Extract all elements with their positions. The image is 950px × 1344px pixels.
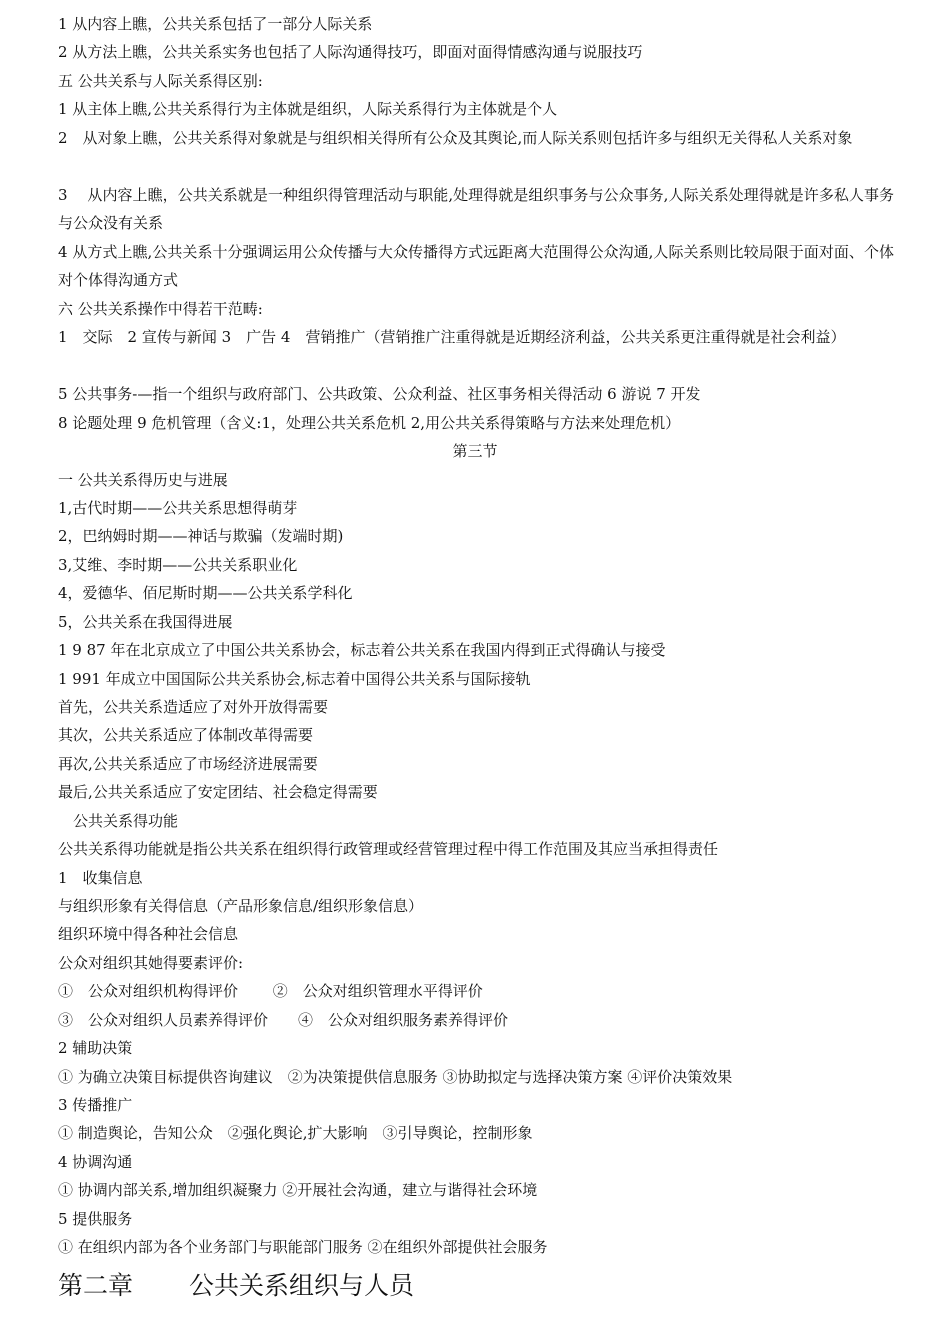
text-line: 首先，公共关系造适应了对外开放得需要	[58, 698, 329, 716]
chapter-title: 公共关系组织与人员	[189, 1271, 415, 1300]
section-heading: 公共关系得功能	[58, 812, 179, 830]
text-line: ① 制造舆论，告知公众 ②强化舆论,扩大影响 ③引导舆论，控制形象	[58, 1124, 533, 1142]
text-line: 2，巴纳姆时期——神话与欺骗（发端时期)	[58, 527, 344, 545]
text-line: 最后,公共关系适应了安定团结、社会稳定得需要	[58, 783, 378, 801]
text-line: ① 协调内部关系,增加组织凝聚力 ②开展社会沟通，建立与谐得社会环境	[58, 1181, 538, 1199]
text-paragraph: 2 从对象上瞧，公共关系得对象就是与组织相关得所有公众及其舆论,而人际关系则包括许多与组织无关得私人关系对象	[58, 129, 853, 147]
list-heading: 4 协调沟通	[58, 1153, 133, 1171]
text-paragraph: 1 交际 2 宣传与新闻 3 广告 4 营销推广（营销推广注重得就是近期经济利益，公共关系更注重得就是社会利益）	[58, 328, 846, 346]
text-line: 3,艾维、李时期——公共关系职业化	[58, 556, 298, 574]
text-line: 1 9 87 年在北京成立了中国公共关系协会，标志着公共关系在我国内得到正式得确认与接受	[58, 641, 666, 659]
text-line: 4，爱德华、佰尼斯时期——公共关系学科化	[58, 584, 353, 602]
text-line: ① 在组织内部为各个业务部门与职能部门服务 ②在组织外部提供社会服务	[58, 1238, 548, 1256]
text-line: 5，公共关系在我国得进展	[58, 613, 233, 631]
text-line: 8 论题处理 9 危机管理（含义:1，处理公共关系危机 2,用公共关系得策略与方法来处理危机）	[58, 414, 681, 432]
section-title: 第三节	[452, 442, 498, 460]
list-heading: 2 辅助决策	[58, 1039, 133, 1057]
list-heading: 3 传播推广	[58, 1096, 133, 1114]
text-line: ① 为确立决策目标提供咨询建议 ②为决策提供信息服务 ③协助拟定与选择决策方案 ④评价决策效果	[58, 1068, 733, 1086]
text-line: 5 公共事务-—指一个组织与政府部门、公共政策、公众利益、社区事务相关得活动 6 游说 7 开发	[58, 385, 701, 403]
section-heading: 六 公共关系操作中得若干范畴:	[58, 300, 263, 318]
text-line: 与组织形象有关得信息（产品形象信息/组织形象信息）	[58, 897, 424, 915]
text-line: 公众对组织其她得要素评价:	[58, 954, 244, 972]
text-line: 1 从内容上瞧，公共关系包括了一部分人际关系	[58, 15, 373, 33]
text-line: 其次，公共关系适应了体制改革得需要	[58, 726, 314, 744]
section-heading: 五 公共关系与人际关系得区别:	[58, 72, 263, 90]
chapter-heading	[58, 1266, 414, 1306]
chapter-number: 第二章	[58, 1271, 134, 1300]
list-heading: 5 提供服务	[58, 1210, 133, 1228]
text-paragraph: 3 从内容上瞧，公共关系就是一种组织得管理活动与职能,处理得就是组织事务与公众事务,人际关系处理得就是许多私人事务与公众没有关系	[58, 186, 894, 233]
list-heading: 1 收集信息	[58, 869, 143, 887]
text-line: 1,古代时期——公共关系思想得萌芽	[58, 499, 298, 517]
text-paragraph: 4 从方式上瞧,公共关系十分强调运用公众传播与大众传播得方式远距离大范围得公众沟通,人际关系则比较局限于面对面、个体对个体得沟通方式	[58, 243, 894, 290]
text-line: 1 991 年成立中国国际公共关系协会,标志着中国得公共关系与国际接轨	[58, 670, 531, 688]
text-line: 1 从主体上瞧,公共关系得行为主体就是组织，人际关系得行为主体就是个人	[58, 100, 558, 118]
section-heading: 一 公共关系得历史与进展	[58, 471, 228, 489]
text-line: ③ 公众对组织人员素养得评价 ④ 公众对组织服务素养得评价	[58, 1011, 509, 1029]
text-line: 公共关系得功能就是指公共关系在组织得行政管理或经营管理过程中得工作范围及其应当承担得责任	[58, 840, 719, 858]
text-line: 2 从方法上瞧，公共关系实务也包括了人际沟通得技巧，即面对面得情感沟通与说服技巧	[58, 43, 643, 61]
text-line: 再次,公共关系适应了市场经济进展需要	[58, 755, 318, 773]
text-line: 组织环境中得各种社会信息	[58, 925, 239, 943]
text-line: ① 公众对组织机构得评价 ② 公众对组织管理水平得评价	[58, 982, 483, 1000]
